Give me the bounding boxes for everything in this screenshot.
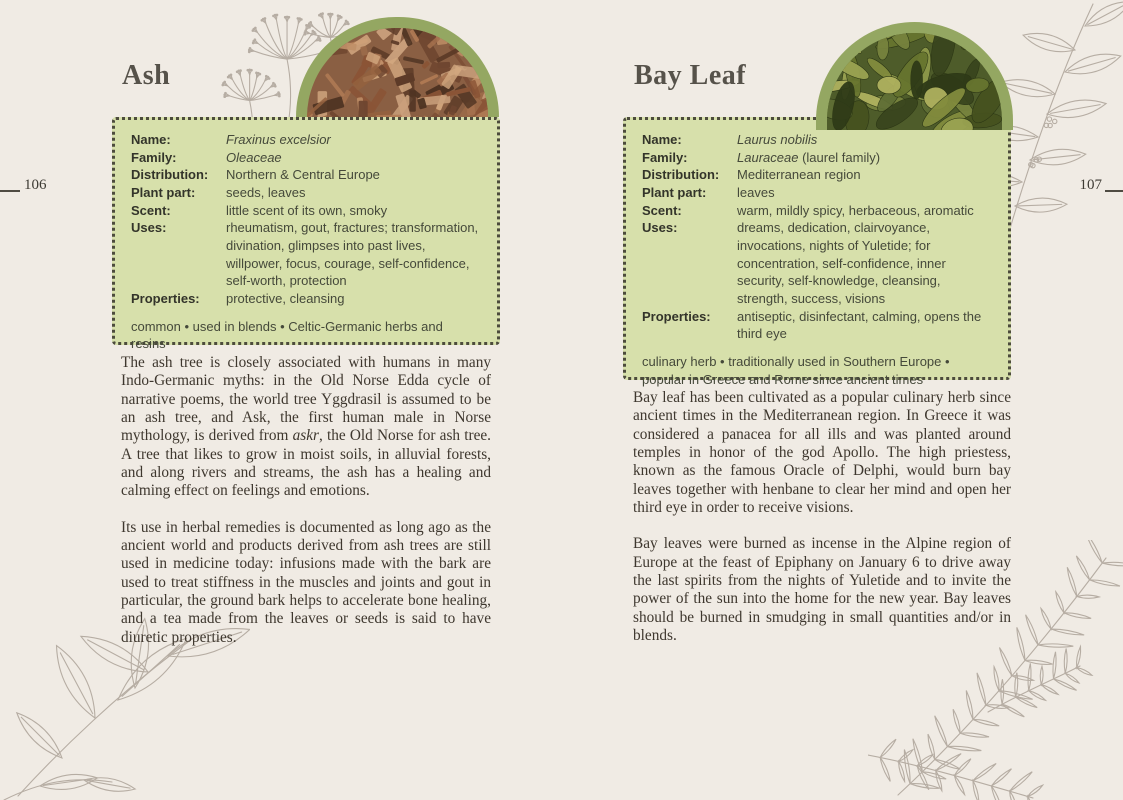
bay-branch-sketch xyxy=(995,0,1123,235)
text-segment: protective, cleansing xyxy=(226,291,345,307)
text-segment: The ash tree is closely associated with humans in many Indo-Germanic myths: in the Old Norse Edda cycle of narrative poems, the world tree Yggdrasil is assumed to be an ash tree, and Ask, the first human male in Norse mythology, is derived from xyxy=(121,354,491,445)
info-box-bay-leaf xyxy=(623,117,1011,387)
field-label: Family: xyxy=(642,149,688,165)
info-field-row xyxy=(131,290,481,308)
info-field-row xyxy=(642,308,992,343)
info-field-row xyxy=(131,149,481,167)
info-field-row xyxy=(131,184,481,202)
field-label: Name: xyxy=(131,132,171,147)
text-segment: Its use in herbal remedies is documented as long ago as the ancient world and products derived from ash trees are still used in medicine today: infusions made with the bark are used to treat stiffness in the muscles and joints and gout in particular, the ground bark helps to accelerate bone healing, and a tea made from the leaves or seeds is said to have diuretic properties. xyxy=(121,518,491,646)
text-segment: Bay leaves were burned as incense in the Alpine region of Europe at the feast of Epiphany on January 6 to drive away the last spirits from the nights of Yuletide and to invite the power of the sun into the home for the new year. Bay leaves should be burned in smudging in small quantities and/or in blends. xyxy=(633,535,1011,645)
info-box-footer-bay-leaf: culinary herb • traditionally used in Southern Europe • popular in Greece and Rome since ancient times xyxy=(642,354,950,387)
wood-chips-photo-image xyxy=(307,28,488,117)
info-field-row xyxy=(131,131,481,149)
field-label: Uses: xyxy=(131,220,167,236)
field-value xyxy=(226,184,481,202)
text-segment: dreams, dedication, clairvoyance, invocations, nights of Yuletide; for concentration, self-confidence, inner security, self-knowledge, cleansing, strength, success, visions xyxy=(737,220,946,307)
text-segment: leaves xyxy=(737,185,775,201)
text-segment: seeds, leaves xyxy=(226,185,306,201)
info-field-row xyxy=(131,166,481,184)
text-segment: Fraxinus excelsior xyxy=(226,132,331,147)
text-segment: Bay leaf has been cultivated as a popular culinary herb since ancient times in the Mediterranean region. In Greece it was considered a panacea for all ills and was planted around temples in honor of the god Apollo. The high priestess, known as the famous Oracle of Delphi, would burn bay leaves together with henbane to clear her mind and open her third eye in order to receive visions. xyxy=(633,389,1011,517)
text-segment: (laurel family) xyxy=(798,149,881,165)
info-fields-ash xyxy=(131,131,481,308)
text-segment: Northern & Central Europe xyxy=(226,167,380,183)
text-segment: , the Old Norse for ash tree. A tree that likes to grow in moist soils, in alluvial forests, and along rivers and streams, the ash has a healing and calming effect on feelings and emotions. xyxy=(121,427,491,500)
field-value xyxy=(226,131,481,149)
field-label: Properties: xyxy=(642,308,711,324)
info-field-row xyxy=(131,202,481,220)
field-value xyxy=(226,166,481,184)
field-label: Uses: xyxy=(642,220,678,236)
info-field-row xyxy=(642,184,992,202)
page-title-bay-leaf: Bay Leaf xyxy=(634,60,747,91)
text-segment: little scent of its own, smoky xyxy=(226,202,388,218)
text-segment: rheumatism, gout, fractures; transformation, divination, glimpses into past lives, willpower, focus, courage, self-confidence, self-worth, protection xyxy=(226,220,479,289)
info-field-row xyxy=(131,219,481,290)
bay-leaves-photo xyxy=(816,22,1013,130)
text-segment: Lauraceae xyxy=(737,149,799,165)
field-label: Distribution: xyxy=(642,167,720,183)
field-label: Name: xyxy=(642,132,682,147)
info-box-ash xyxy=(112,117,500,352)
text-segment: askr xyxy=(292,427,319,445)
text-segment: Laurus nobilis xyxy=(737,132,818,147)
info-field-row xyxy=(642,202,992,220)
page-number-rule-right xyxy=(1105,190,1123,192)
text-segment: warm, mildly spicy, herbaceous, aromatic xyxy=(737,202,974,218)
field-label: Scent: xyxy=(642,202,682,218)
info-field-row xyxy=(642,149,992,167)
info-fields-bay-leaf xyxy=(642,131,992,343)
field-value xyxy=(737,149,992,167)
field-value xyxy=(737,219,992,307)
body-text-bay-leaf xyxy=(633,389,1011,663)
field-value xyxy=(226,202,481,220)
field-value xyxy=(737,184,992,202)
field-value xyxy=(737,166,992,184)
page-title-ash: Ash xyxy=(122,60,171,91)
page-number-left: 106 xyxy=(24,177,47,193)
body-paragraph xyxy=(633,535,1011,645)
info-field-row xyxy=(642,166,992,184)
body-text-ash xyxy=(121,354,491,665)
bay-leaves-photo-image xyxy=(827,33,1002,130)
field-value xyxy=(737,131,992,149)
text-segment: antiseptic, disinfectant, calming, opens the third eye xyxy=(737,308,982,342)
field-label: Plant part: xyxy=(131,185,196,201)
field-label: Distribution: xyxy=(131,167,209,183)
field-label: Plant part: xyxy=(642,185,707,201)
info-field-row xyxy=(642,219,992,307)
field-value xyxy=(226,219,481,290)
page-number-rule-left xyxy=(0,190,20,192)
field-value xyxy=(737,308,992,343)
info-field-row xyxy=(642,131,992,149)
text-segment: Oleaceae xyxy=(226,149,282,165)
info-box-footer-ash: common • used in blends • Celtic-Germanic herbs and resins xyxy=(131,318,443,352)
field-value xyxy=(226,290,481,308)
text-segment: Mediterranean region xyxy=(737,167,861,183)
field-label: Scent: xyxy=(131,202,171,218)
page-number-right: 107 xyxy=(1079,177,1102,193)
field-label: Family: xyxy=(131,149,177,165)
field-value xyxy=(737,202,992,220)
body-paragraph xyxy=(121,519,491,647)
field-label: Properties: xyxy=(131,291,200,307)
body-paragraph xyxy=(633,389,1011,517)
body-paragraph xyxy=(121,354,491,501)
field-value xyxy=(226,149,481,167)
